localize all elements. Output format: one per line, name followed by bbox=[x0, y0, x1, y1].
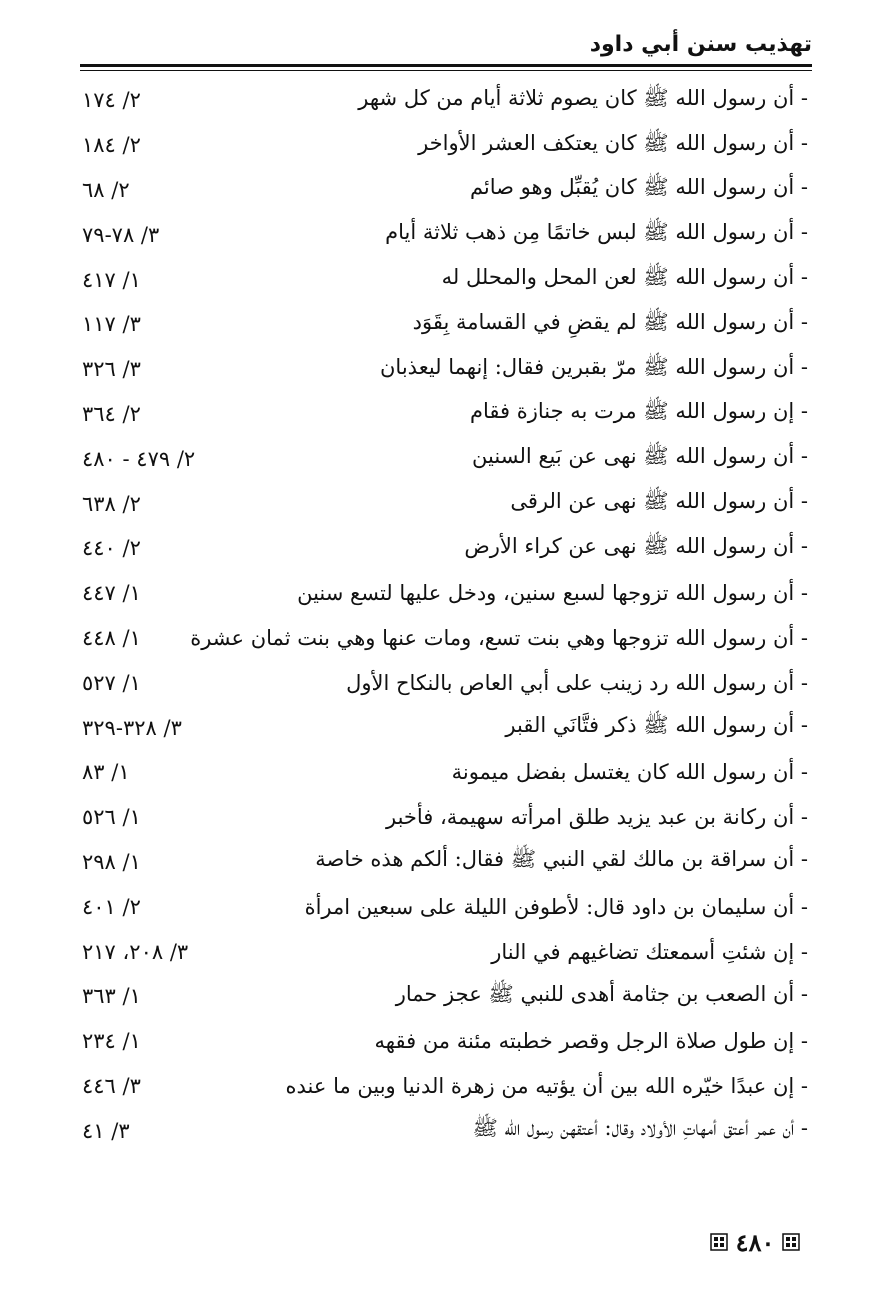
entry-reference: ١/ ٢٩٨ bbox=[82, 849, 141, 874]
entry-text: - إن شئتِ أسمعتك تضاغيهم في النار bbox=[491, 939, 808, 964]
index-entry bbox=[82, 168, 808, 213]
entry-reference: ٢/ ٦٨ bbox=[82, 177, 130, 202]
square-ornament-icon bbox=[782, 1233, 800, 1251]
entry-text: - أن سليمان بن داود قال: لأطوفن الليلة على سبعين امرأة bbox=[304, 894, 808, 919]
entry-reference: ٢/ ٣٦٤ bbox=[82, 401, 141, 426]
index-entry bbox=[82, 884, 808, 929]
entry-text: - أن سراقة بن مالك لقي النبي ﷺ فقال: ألكم هذه خاصة bbox=[315, 847, 808, 872]
index-entry bbox=[82, 795, 808, 840]
entry-reference: ٣/ ٣٢٨-٣٢٩ bbox=[82, 715, 182, 740]
index-entry bbox=[82, 571, 808, 616]
index-entry bbox=[82, 705, 808, 750]
header-title: تهذيب سنن أبي داود bbox=[589, 32, 812, 57]
entry-reference: ١/ ٤٤٧ bbox=[82, 581, 141, 606]
square-ornament-icon bbox=[710, 1233, 728, 1251]
entry-text: - أن رسول الله ﷺ نهى عن بَيع السنين bbox=[472, 444, 808, 469]
entry-text: - أن الصعب بن جثامة أهدى للنبي ﷺ عجز حمار bbox=[395, 981, 808, 1006]
header-rule-thin bbox=[80, 70, 812, 71]
index-entry bbox=[82, 257, 808, 302]
index-entry bbox=[82, 929, 808, 974]
entry-text: - أن رسول الله ﷺ كان يعتكف العشر الأواخر bbox=[418, 130, 808, 155]
entry-reference: ٣/ ٢٠٨، ٢١٧ bbox=[82, 939, 189, 964]
entry-text: - إن رسول الله ﷺ مرت به جنازة فقام bbox=[469, 399, 808, 424]
index-entry bbox=[82, 123, 808, 168]
index-entry bbox=[82, 1064, 808, 1109]
entry-reference: ١/ ٥٢٦ bbox=[82, 805, 141, 830]
index-entry bbox=[82, 660, 808, 705]
entry-text: - أن رسول الله رد زينب على أبي العاص بالنكاح الأول bbox=[346, 670, 808, 695]
hadith-index-list bbox=[82, 78, 808, 1153]
entry-reference: ٢/ ٦٣٨ bbox=[82, 491, 141, 516]
entry-reference: ٣/ ٣٢٦ bbox=[82, 357, 141, 382]
entry-text: - أن رسول الله ﷺ نهى عن الرقى bbox=[510, 489, 808, 514]
entry-text: - أن رسول الله ﷺ لعن المحل والمحلل له bbox=[441, 265, 808, 290]
index-entry bbox=[82, 526, 808, 571]
entry-text: - إن طول صلاة الرجل وقصر خطبته مئنة من فقهه bbox=[374, 1029, 808, 1054]
entry-reference: ١/ ٢٣٤ bbox=[82, 1029, 141, 1054]
entry-reference: ١/ ٤١٧ bbox=[82, 267, 141, 292]
entry-reference: ٢/ ٤٧٩ - ٤٨٠ bbox=[82, 446, 196, 471]
entry-text: - أن رسول الله ﷺ كان يصوم ثلاثة أيام من كل شهر bbox=[358, 85, 808, 110]
index-entry bbox=[82, 840, 808, 885]
index-entry bbox=[82, 347, 808, 392]
entry-reference: ٣/ ٤٤٦ bbox=[82, 1073, 141, 1098]
index-entry bbox=[82, 302, 808, 347]
index-entry bbox=[82, 750, 808, 795]
index-entry bbox=[82, 1019, 808, 1064]
entry-reference: ١/ ٣٦٣ bbox=[82, 984, 141, 1009]
page-footer bbox=[700, 1226, 810, 1258]
index-entry bbox=[82, 481, 808, 526]
entry-reference: ١/ ٥٢٧ bbox=[82, 670, 141, 695]
index-entry bbox=[82, 1108, 808, 1153]
entry-reference: ٣/ ١١٧ bbox=[82, 312, 141, 337]
entry-reference: ٢/ ٤٠١ bbox=[82, 894, 141, 919]
page-number: ٤٨٠ bbox=[735, 1227, 775, 1257]
entry-reference: ٢/ ٤٤٠ bbox=[82, 536, 141, 561]
entry-reference: ٣/ ٤١ bbox=[82, 1118, 130, 1143]
entry-text: - أن رسول الله ﷺ كان يُقبِّل وهو صائم bbox=[469, 175, 808, 200]
running-header bbox=[80, 30, 812, 64]
entry-text: - أن رسول الله ﷺ ذكر فتَّانَي القبر bbox=[505, 713, 808, 738]
entry-reference: ١/ ٨٣ bbox=[82, 760, 130, 785]
entry-text: - إن عبدًا خيّره الله بين أن يؤتيه من زهرة الدنيا وبين ما عنده bbox=[285, 1073, 808, 1098]
entry-text: - أن رسول الله تزوجها وهي بنت تسع، ومات عنها وهي بنت ثمان عشرة bbox=[190, 625, 808, 650]
entry-reference: ٣/ ٧٨-٧٩ bbox=[82, 222, 160, 247]
entry-reference: ١/ ٤٤٨ bbox=[82, 625, 141, 650]
index-entry bbox=[82, 436, 808, 481]
entry-text: - أن رسول الله ﷺ لبس خاتمًا مِن ذهب ثلاثة أيام bbox=[385, 220, 808, 245]
index-entry bbox=[82, 78, 808, 123]
index-entry bbox=[82, 974, 808, 1019]
entry-text: - أن عمر أعتق أمهاتِ الأولاد وقال: أعتقهن رسول الله ﷺ bbox=[472, 1116, 808, 1141]
header-rule-thick bbox=[80, 64, 812, 67]
entry-text: - أن رسول الله تزوجها لسبع سنين، ودخل عليها لتسع سنين bbox=[297, 581, 808, 606]
entry-reference: ٢/ ١٨٤ bbox=[82, 133, 141, 158]
entry-reference: ٢/ ١٧٤ bbox=[82, 88, 141, 113]
index-entry bbox=[82, 212, 808, 257]
index-entry bbox=[82, 616, 808, 661]
entry-text: - أن رسول الله كان يغتسل بفضل ميمونة bbox=[451, 760, 808, 785]
entry-text: - أن ركانة بن عبد يزيد طلق امرأته سهيمة، فأخبر bbox=[385, 805, 808, 830]
entry-text: - أن رسول الله ﷺ لم يقضِ في القسامة بِقَوَد bbox=[412, 309, 808, 334]
entry-text: - أن رسول الله ﷺ نهى عن كراء الأرض bbox=[464, 533, 808, 558]
index-entry bbox=[82, 392, 808, 437]
entry-text: - أن رسول الله ﷺ مرّ بقبرين فقال: إنهما ليعذبان bbox=[380, 354, 808, 379]
